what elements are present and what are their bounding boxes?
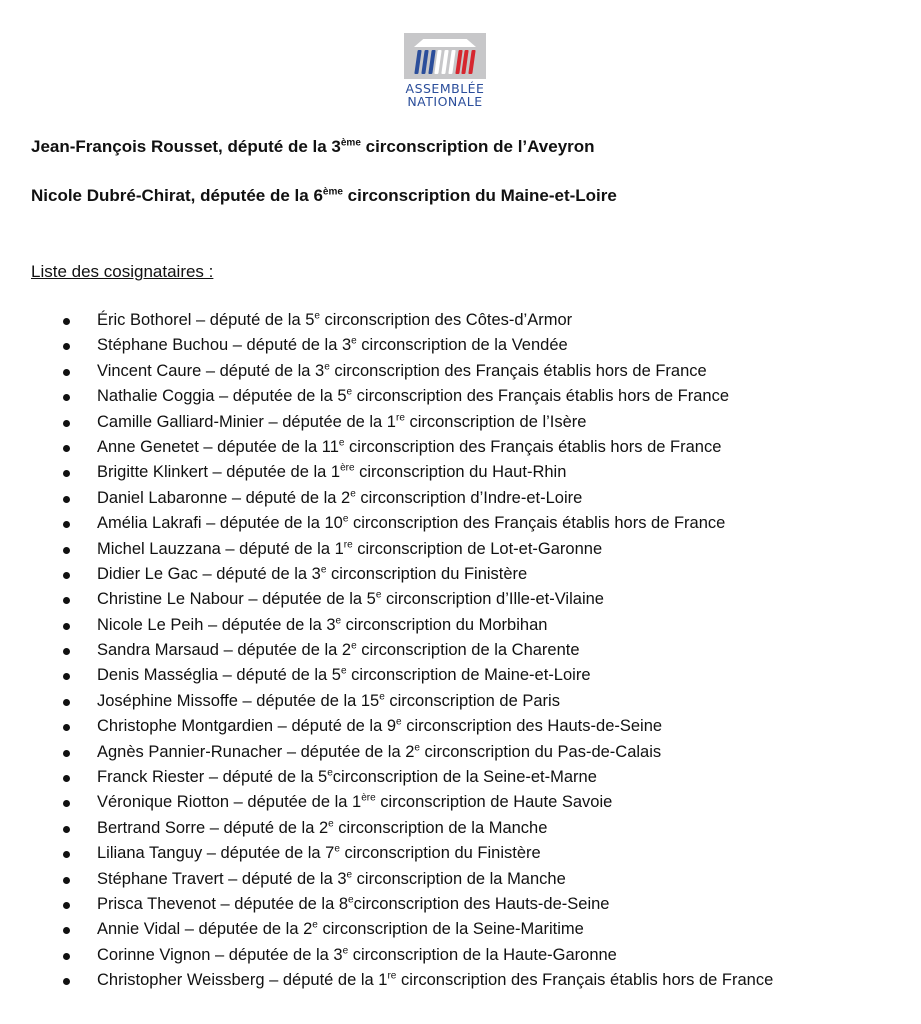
cosignataire-text: circonscription des Français établis hors de France [396,971,774,990]
cosignataire-text: Franck Riester – député de la 5 [97,768,328,787]
bullet-icon [63,775,70,782]
cosignataire-text: Sandra Marsaud – députée de la 2 [97,641,352,660]
cosignataire-text: circonscription de Lot-et-Garonne [352,539,603,558]
bullet-icon [63,394,70,401]
bullet-icon [63,800,70,807]
bullet-icon [63,369,70,376]
ordinal-suffix: e [324,361,330,373]
logo-column-white [441,50,448,74]
bullet-icon [63,318,70,325]
ordinal-suffix: re [387,970,397,982]
cosignataire-text: circonscription des Hauts-de-Seine [353,894,610,913]
cosignataire-text: circonscription de la Seine-et-Marne [332,768,597,787]
list-item [0,410,773,435]
cosignataire-text: Prisca Thevenot – députée de la 8 [97,894,349,913]
bullet-icon [63,597,70,604]
bullet-icon [63,623,70,630]
ordinal-suffix: e [346,869,353,881]
bullet-icon [63,547,70,554]
logo-columns [416,50,474,74]
ordinal-suffix: re [395,412,405,424]
bullet-icon [63,724,70,731]
cosignataire-text: Anne Genetet – députée de la 11 [97,437,339,456]
cosignataire-text: Daniel Labaronne – député de la 2 [97,488,351,507]
ordinal-suffix: e [348,894,354,906]
bullet-icon [63,343,70,350]
ordinal-suffix: e [342,513,349,525]
ordinal-suffix: e [342,945,349,957]
author-heading-text: Nicole Dubré-Chirat, députée de la 6 [31,186,323,205]
cosignataire-text: Éric Bothorel – député de la 5 [97,311,315,329]
bullet-icon [63,673,70,680]
bullet-icon [63,496,70,503]
ordinal-suffix: e [328,818,334,830]
cosignataire-text: Brigitte Klinkert – députée de la 1 [97,463,341,482]
logo-line-2: NATIONALE [407,94,483,109]
bullet-icon [63,851,70,858]
bullet-icon [63,978,70,985]
ordinal-suffix: e [351,335,357,347]
bullet-icon [63,699,70,706]
list-item [0,384,773,409]
list-item [0,562,773,587]
cosignataire-text: Nicole Le Peih – députée de la 3 [97,615,336,634]
bullet-icon [63,445,70,452]
ordinal-suffix: ème [340,137,361,149]
cosignataire-text: Annie Vidal – députée de la 2 [97,920,313,939]
ordinal-suffix: e [346,386,353,398]
bullet-icon [63,572,70,579]
bullet-icon [63,902,70,909]
list-item [0,816,773,841]
cosignataire-text: circonscription des Français établis hors de France [329,361,707,380]
list-item [0,308,773,333]
cosignataire-text: circonscription de Haute Savoie [375,793,613,812]
bullet-icon [63,877,70,884]
cosignataire-text: Vincent Caure – député de la 3 [97,361,325,380]
list-item [0,486,773,511]
list-item [0,841,773,866]
cosignataire-text: circonscription du Haut-Rhin [354,463,567,482]
cosignataire-text: circonscription de la Manche [352,869,566,888]
cosignataires-list [0,308,773,994]
logo-column-blue [414,50,421,74]
bullet-icon [63,470,70,477]
ordinal-suffix: e [350,488,356,500]
ordinal-suffix: e [334,843,340,855]
list-item [0,740,773,765]
list-item [0,968,773,993]
cosignataire-text: circonscription des Français établis hors de France [344,437,722,456]
cosignataire-text: circonscription de la Manche [333,818,548,837]
cosignataire-text: Stéphane Buchou – député de la 3 [97,336,352,355]
author-heading-text: Jean-François Rousset, député de la 3 [31,137,341,156]
cosignataire-text: Michel Lauzzana – député de la 1 [97,539,344,558]
logo-pediment [414,39,476,47]
cosignataire-text: Christine Le Nabour – députée de la 5 [97,590,376,609]
cosignataire-text: circonscription du Pas-de-Calais [419,742,662,761]
author-heading-1 [31,137,595,157]
cosignataire-text: Camille Galliard-Minier – députée de la 1 [97,412,396,431]
cosignataire-text: Joséphine Missoffe – députée de la 15 [97,691,380,710]
ordinal-suffix: ème [322,186,343,198]
ordinal-suffix: e [338,437,345,449]
author-heading-2 [31,186,617,206]
logo-column-white [448,50,455,74]
ordinal-suffix: ère [361,792,376,804]
logo-column-red [468,50,475,74]
list-item [0,943,773,968]
bullet-icon [63,927,70,934]
ordinal-suffix: e [312,919,318,931]
logo-column-blue [421,50,428,74]
ordinal-suffix: ère [340,462,355,474]
list-item [0,435,773,460]
cosignataire-text: Corinne Vignon – députée de la 3 [97,945,343,964]
list-item [0,790,773,815]
bullet-icon [63,826,70,833]
cosignataire-text: Stéphane Travert – député de la 3 [97,869,347,888]
cosignataire-text: circonscription de l’Isère [404,412,587,431]
ordinal-suffix: e [327,767,333,779]
cosignataire-text: circonscription de la Vendée [356,336,568,355]
author-heading-text: circonscription du Maine-et-Loire [342,186,617,205]
cosignataire-text: Nathalie Coggia – députée de la 5 [97,387,347,406]
list-item [0,765,773,790]
assemblee-nationale-logo [402,33,488,111]
cosignataires-title: Liste des cosignataires : [31,262,214,281]
cosignataire-text: Christopher Weissberg – député de la 1 [97,971,388,990]
ordinal-suffix: e [379,691,385,703]
bullet-icon [63,953,70,960]
list-item [0,359,773,384]
cosignataire-text: circonscription de la Seine-Maritime [317,920,584,939]
list-item [0,537,773,562]
logo-text [402,82,488,108]
list-item [0,587,773,612]
logo-line-1: ASSEMBLÉE [405,81,485,96]
ordinal-suffix: e [351,640,357,652]
cosignataire-text: Bertrand Sorre – député de la 2 [97,818,329,837]
list-item [0,460,773,485]
cosignataire-text: circonscription des Hauts-de-Seine [401,717,663,736]
cosignataire-text: Didier Le Gac – député de la 3 [97,564,321,583]
cosignataire-text: circonscription d’Indre-et-Loire [355,488,583,507]
bullet-icon [63,521,70,528]
cosignataire-text: circonscription de Maine-et-Loire [346,666,591,685]
bullet-icon [63,420,70,427]
list-item [0,663,773,688]
cosignataire-text: Liliana Tanguy – députée de la 7 [97,844,335,863]
hemicycle-building-icon [404,33,486,79]
cosignataire-text: circonscription des Français établis hors de France [348,514,726,533]
ordinal-suffix: e [396,716,402,728]
author-heading-text: circonscription de l’Aveyron [360,137,595,156]
bullet-icon [63,750,70,757]
cosignataire-text: circonscription de la Charente [356,641,580,660]
cosignataire-text: circonscription du Finistère [339,844,541,863]
list-item [0,613,773,638]
cosignataire-text: Denis Masséglia – député de la 5 [97,666,341,685]
bullet-icon [63,648,70,655]
list-item [0,714,773,739]
cosignataire-text: circonscription des Français établis hors de France [352,387,730,406]
list-item [0,638,773,663]
cosignataire-text: circonscription du Finistère [326,564,528,583]
ordinal-suffix: e [314,310,320,322]
cosignataire-text: Amélia Lakrafi – députée de la 10 [97,514,343,533]
cosignataire-text: Agnès Pannier-Runacher – députée de la 2 [97,742,415,761]
ordinal-suffix: e [320,564,327,576]
list-item [0,333,773,358]
cosignataire-text: Véronique Riotton – députée de la 1 [97,793,362,812]
ordinal-suffix: e [375,589,382,601]
list-item [0,867,773,892]
ordinal-suffix: e [414,742,420,754]
cosignataire-text: circonscription de la Haute-Garonne [348,945,617,964]
list-item [0,892,773,917]
list-item [0,917,773,942]
ordinal-suffix: e [335,615,342,627]
ordinal-suffix: re [343,539,353,551]
list-item [0,511,773,536]
cosignataire-text: circonscription du Morbihan [341,615,548,634]
cosignataire-text: circonscription d’Ille-et-Vilaine [381,590,604,609]
cosignataire-text: circonscription des Côtes-d’Armor [319,311,573,329]
ordinal-suffix: e [341,665,347,677]
cosignataire-text: Christophe Montgardien – député de la 9 [97,717,397,736]
list-item [0,689,773,714]
cosignataire-text: circonscription de Paris [384,691,560,710]
